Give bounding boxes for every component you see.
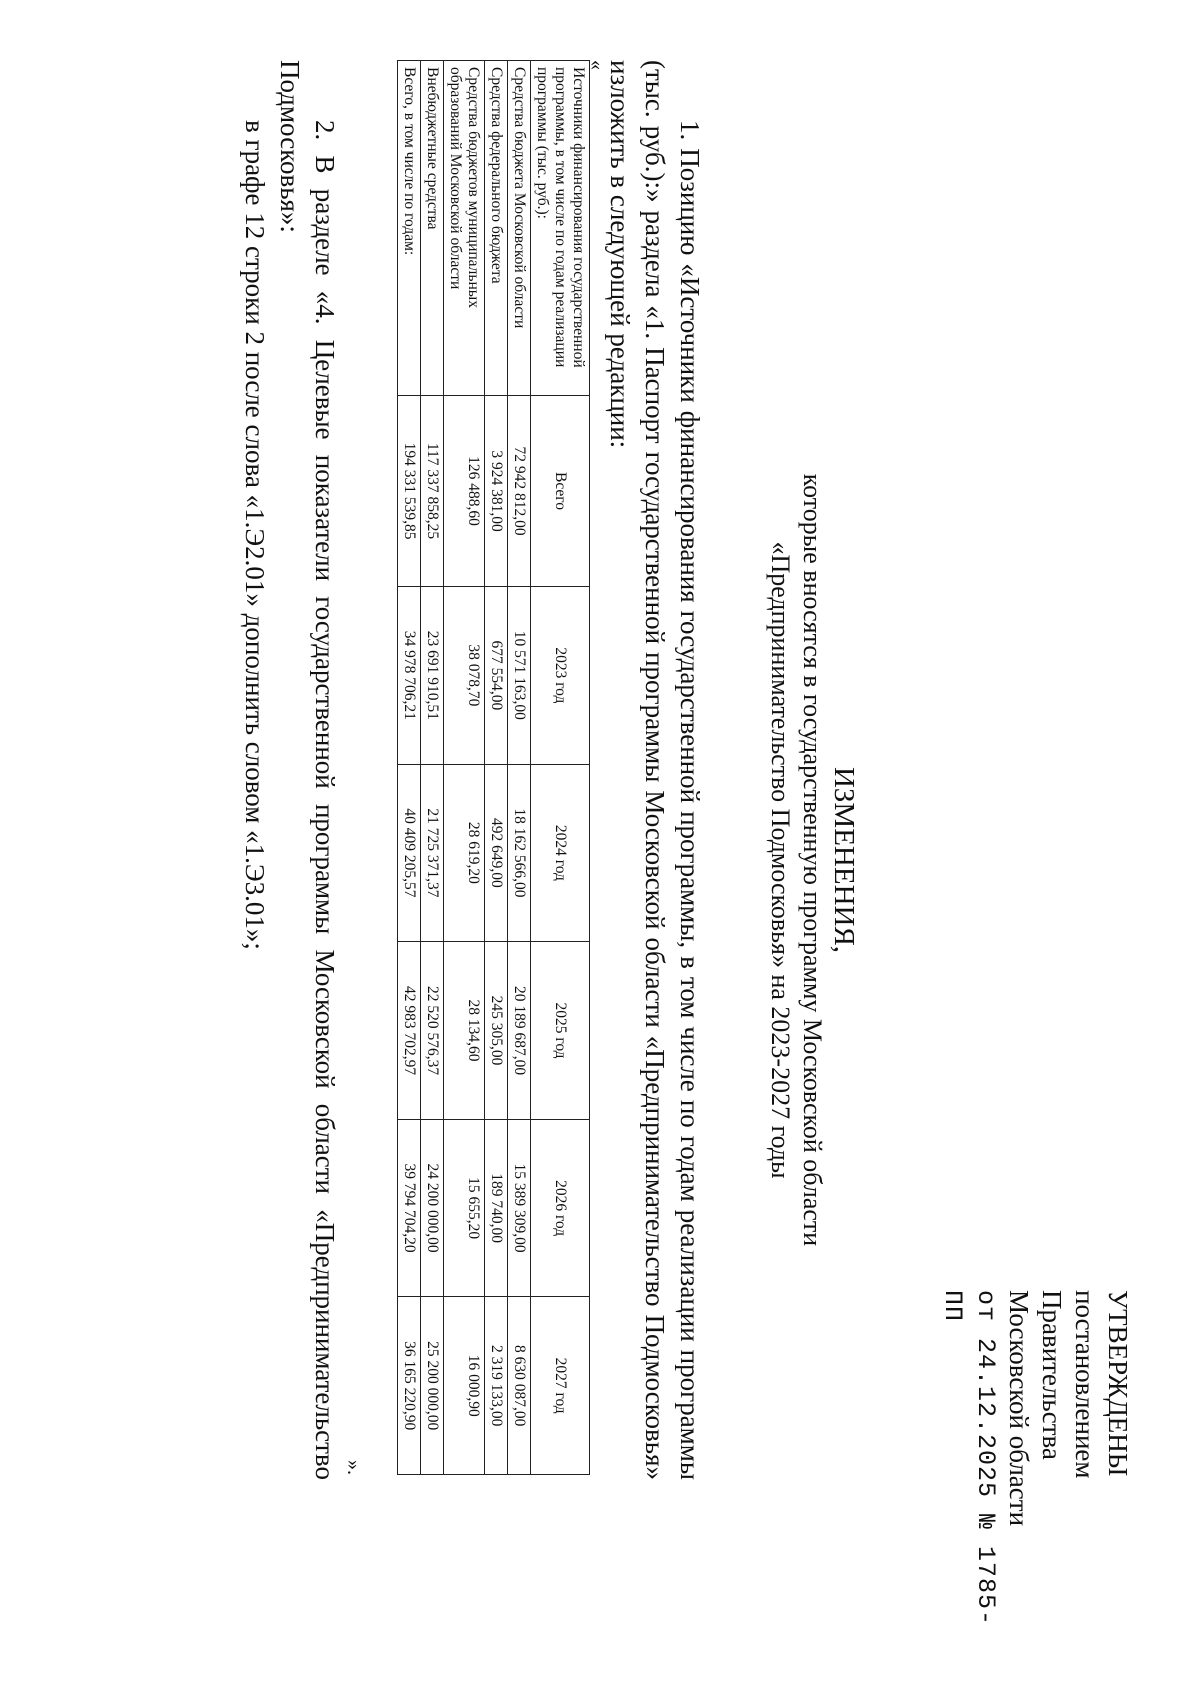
financing-table xyxy=(397,60,590,1475)
approval-line-2: постановлением Правительства xyxy=(1037,1290,1100,1479)
cell-value: 18 162 566,00 xyxy=(508,764,531,942)
cell-value: 126 488,60 xyxy=(444,396,485,587)
paragraph-2: 2. В разделе «4. Целевые показатели государственной программы Московской области «Предпринимательство Подмосковья»: xyxy=(275,60,340,1480)
cell-value: 245 305,00 xyxy=(485,942,508,1120)
header-2026: 2026 год xyxy=(531,1119,590,1297)
table-row xyxy=(444,61,485,1475)
row-label: Всего, в том числе по годам: xyxy=(398,61,421,396)
cell-value: 492 649,00 xyxy=(485,764,508,942)
cell-value: 24 200 000,00 xyxy=(421,1119,444,1297)
cell-value: 16 000,90 xyxy=(444,1297,485,1475)
cell-value: 15 655,20 xyxy=(444,1119,485,1297)
approval-stamp xyxy=(936,1290,1134,1650)
quote-close: ». xyxy=(343,1460,365,1475)
quote-open: « xyxy=(586,60,608,70)
cell-value: 10 571 163,00 xyxy=(508,587,531,765)
cell-value: 15 389 309,00 xyxy=(508,1119,531,1297)
table-header-row xyxy=(531,61,590,1475)
row-label: Средства бюджетов муниципальных образований Московской области xyxy=(444,61,485,396)
row-label: Средства бюджета Московской области xyxy=(508,61,531,396)
header-total: Всего xyxy=(531,396,590,587)
header-2025: 2025 год xyxy=(531,942,590,1120)
table-row xyxy=(508,61,531,1475)
cell-value: 28 134,60 xyxy=(444,942,485,1120)
row-label: Внебюджетные средства xyxy=(421,61,444,396)
header-2024: 2024 год xyxy=(531,764,590,942)
header-2027: 2027 год xyxy=(531,1297,590,1475)
table-row xyxy=(421,61,444,1475)
title-line-1: которые вносятся в государственную программу Московской области xyxy=(798,473,827,1247)
cell-value: 194 331 539,85 xyxy=(398,396,421,587)
cell-value: 21 725 371,37 xyxy=(421,764,444,942)
cell-value: 40 409 205,57 xyxy=(398,764,421,942)
cell-value: 677 554,00 xyxy=(485,587,508,765)
title-heading: ИЗМЕНЕНИЯ, xyxy=(828,766,860,954)
cell-value: 38 078,70 xyxy=(444,587,485,765)
header-sources: Источники финансирования государственной программы, в том числе по годам реализации программы (тыс. руб.): xyxy=(531,61,590,396)
cell-value: 36 165 220,90 xyxy=(398,1297,421,1475)
table-row xyxy=(398,61,421,1475)
cell-value: 117 337 858,25 xyxy=(421,396,444,587)
table-row xyxy=(485,61,508,1475)
header-2023: 2023 год xyxy=(531,587,590,765)
cell-value: 8 630 087,00 xyxy=(508,1297,531,1475)
cell-value: 34 978 706,21 xyxy=(398,587,421,765)
approval-line-4: от 24.12.2025 № 1785-ПП xyxy=(938,1290,1000,1627)
cell-value: 25 200 000,00 xyxy=(421,1297,444,1475)
approval-line-1: УТВЕРЖДЕНЫ xyxy=(1103,1290,1133,1477)
cell-value: 20 189 687,00 xyxy=(508,942,531,1120)
document-title xyxy=(764,60,860,1660)
cell-value: 2 319 133,00 xyxy=(485,1297,508,1475)
cell-value: 23 691 910,51 xyxy=(421,587,444,765)
cell-value: 42 983 702,97 xyxy=(398,942,421,1120)
approval-line-3: Московской области xyxy=(1004,1290,1034,1527)
paragraph-1: 1. Позицию «Источники финансирования государственной программы, в том числе по годам реализации программы (тыс. руб.):» раздела «1. Паспорт государственной программы Московской области «Предпринимательство Подмосковья» изложить в следующей редакции: xyxy=(605,60,705,1480)
cell-value: 22 520 576,37 xyxy=(421,942,444,1120)
rotated-content xyxy=(20,60,1160,1660)
cell-value: 189 740,00 xyxy=(485,1119,508,1297)
cell-value: 3 924 381,00 xyxy=(485,396,508,587)
row-label: Средства федерального бюджета xyxy=(485,61,508,396)
cell-value: 28 619,20 xyxy=(444,764,485,942)
title-line-2: «Предпринимательство Подмосковья» на 2023-2027 годы xyxy=(766,541,795,1179)
cell-value: 72 942 812,00 xyxy=(508,396,531,587)
paragraph-3: в графе 12 строки 2 после слова «1.Э2.01» дополнить словом «1.Э3.01»; xyxy=(240,120,270,950)
cell-value: 39 794 704,20 xyxy=(398,1119,421,1297)
